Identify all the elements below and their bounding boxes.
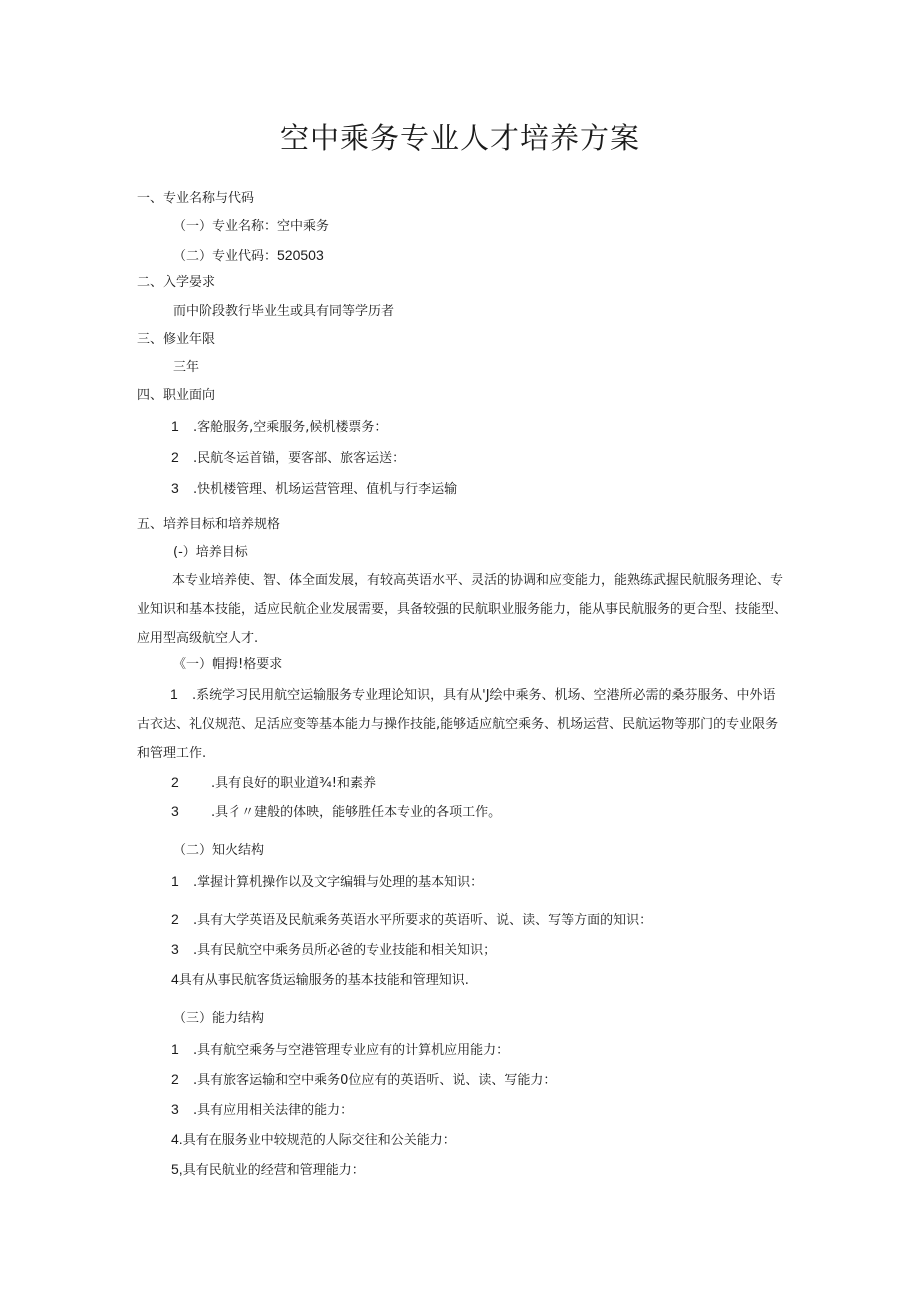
ability-item: 4.具有在服务业中较规范的人际交往和公关能力： (171, 1131, 456, 1148)
subheading-knowledge-structure: （二）知火结构 (173, 843, 265, 858)
requirement-item: 3 .具彳〃建般的体映，能够胜任本专业的各项工作。 (171, 803, 502, 820)
subheading-spec-requirements: 《一）帽拇!格要求 (173, 657, 283, 672)
knowledge-item: 4具有从事民航客货运输服务的基本技能和管理知识. (171, 971, 469, 988)
career-item: 1 .客舱服务,空乘服务,候机楼票务： (171, 418, 388, 435)
requirement-item: 2 .具有良好的职业道¾!和素养 (171, 774, 376, 791)
admission-requirement: 而中阶段教行毕业生或具有同等学历者 (173, 304, 395, 319)
major-name: （一）专业名称：空中乘务 (173, 219, 330, 234)
study-duration: 三年 (173, 360, 200, 375)
section-2-heading: 二、入学晏求 (137, 275, 216, 290)
major-code-value: 520503 (277, 247, 324, 263)
training-goal-paragraph: 本专业培养使、智、体全面发展，有较高英语水平、灵活的协调和应变能力，能熟练武握民航服务理论、专业知识和基本技能，适应民航企业发展需要，具备较强的民航职业服务能力，能从事民航服务的更合型、技能型、应用型高级航空人才. (137, 573, 788, 646)
section-5-heading: 五、培养目标和培养规格 (137, 517, 281, 532)
requirement-item: 1 .系统学习民用航空运输服务专业理论知识，具有从'J绘中乘务、机场、空港所必需的桑芬服务、中外语古衣达、礼仪规范、足活应变等基本能力与操作技能,能够适应航空乘务、机场运营、民航运物等那门的专业限务和管理工作. (137, 686, 779, 761)
subheading-ability-structure: （三）能力结构 (173, 1011, 265, 1026)
section-1-heading: 一、专业名称与代码 (137, 191, 255, 206)
ability-item: 3 .具有应用相关法律的能力： (171, 1101, 354, 1118)
knowledge-item: 2 .具有大学英语及民航乘务英语水平所要求的英语听、说、读、写等方面的知识： (171, 911, 653, 928)
major-code-label: （二）专业代码： (173, 249, 278, 264)
ability-item: 5,具有民航业的经营和管理能力： (171, 1161, 365, 1178)
knowledge-item: 3 .具有民航空中乘务员所必爸的专业技能和相关知识； (171, 941, 497, 958)
section-3-heading: 三、修业年限 (137, 332, 216, 347)
knowledge-item: 1 .掌握计算机操作以及文字编辑与处理的基本知识： (171, 873, 484, 890)
career-item: 2 .民航冬运首锚，要客部、旅客运送： (171, 449, 406, 466)
major-code (173, 247, 324, 265)
ability-item: 1 .具有航空乘务与空港管理专业应有的计算机应用能力： (171, 1041, 510, 1058)
career-item: 3 .快机楼管理、机场运营管理、值机与行李运输 (171, 480, 458, 497)
subheading-training-goal: (-）培养目标 (173, 545, 248, 560)
section-4-heading: 四、职业面向 (137, 388, 216, 403)
document-title: 空中乘务专业人才培养方案 (279, 121, 640, 155)
ability-item: 2 .具有旅客运输和空中乘务0位应有的英语听、说、读、写能力： (171, 1071, 557, 1088)
